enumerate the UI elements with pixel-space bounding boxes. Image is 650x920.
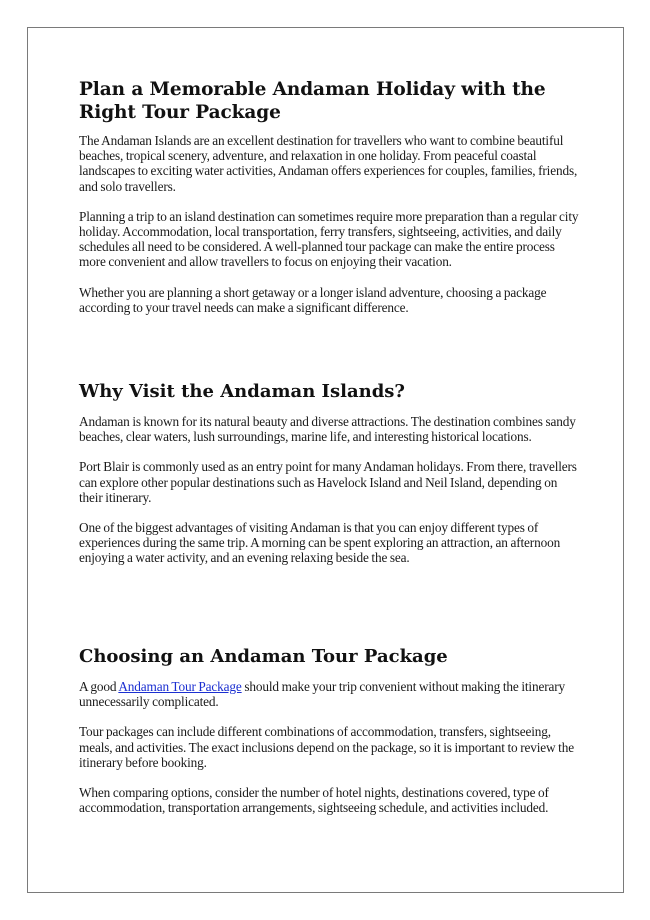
link-paragraph-before: A good (79, 679, 119, 694)
main-heading: Plan a Memorable Andaman Holiday with the Right Tour Package (79, 79, 546, 123)
paragraph: Andaman is known for its natural beauty and diverse attractions. The destination combines sandy beaches, clear waters, lush surroundings, marine life, and interesting historical locations. (79, 414, 576, 445)
section-heading: Choosing an Andaman Tour Package (79, 646, 448, 667)
paragraph: Whether you are planning a short getaway or a longer island adventure, choosing a package according to your travel needs can make a significant difference. (79, 284, 547, 315)
section-why-visit (79, 380, 579, 566)
section-plan-holiday (79, 78, 579, 315)
section-heading: Why Visit the Andaman Islands? (79, 381, 405, 402)
paragraph: Port Blair is commonly used as an entry point for many Andaman holidays. From there, travellers can explore other popular destinations such as Havelock Island and Neil Island, depending on their itinerary. (79, 459, 577, 505)
paragraph: When comparing options, consider the number of hotel nights, destinations covered, type of accommodation, transportation arrangements, sightseeing schedule, and activities included. (79, 785, 549, 816)
andaman-tour-package-link[interactable]: Andaman Tour Package (118, 679, 242, 694)
paragraph-with-link (79, 679, 579, 709)
paragraph: The Andaman Islands are an excellent destination for travellers who want to combine beautiful beaches, tropical scenery, adventure, and relaxation in one holiday. From peaceful coastal landscapes to exciting water activities, Andaman offers experiences for couples, families, friends, and solo travellers. (79, 133, 578, 194)
link-paragraph-after: should make your trip convenient without making the itinerary unnecessarily complicated. (79, 679, 566, 710)
paragraph: Tour packages can include different combinations of accommodation, transfers, sightseeing, meals, and activities. The exact inclusions depend on the package, so it is important to review the itinerary before booking. (79, 724, 574, 770)
section-choosing-package (79, 645, 579, 815)
paragraph: One of the biggest advantages of visiting Andaman is that you can enjoy different types of experiences during the same trip. A morning can be spent exploring an attraction, an afternoon enjoying a water activity, and an evening relaxing beside the sea. (79, 520, 561, 566)
paragraph: Planning a trip to an island destination can sometimes require more preparation than a regular city holiday. Accommodation, local transportation, ferry transfers, sightseeing, activities, and daily schedules all need to be considered. A well-planned tour package can make the entire process more convenient and allow travellers to focus on enjoying their vacation. (79, 208, 579, 270)
